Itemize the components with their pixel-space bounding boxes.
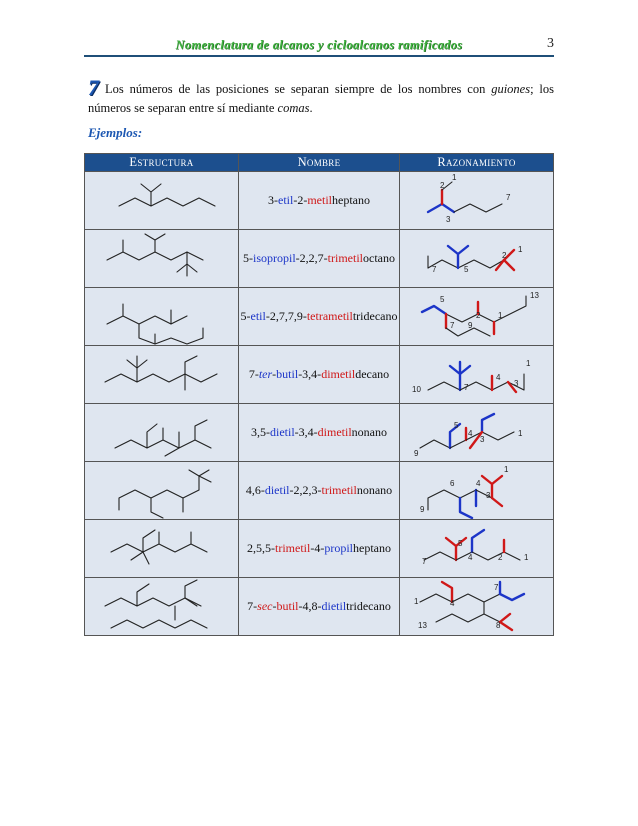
locant-number: 9 bbox=[420, 505, 425, 514]
structure-chain-line bbox=[139, 324, 203, 344]
reasoning-red-substituent bbox=[446, 538, 456, 560]
locant-number: 7 bbox=[422, 557, 427, 566]
name-cell bbox=[239, 288, 400, 346]
structure-chain-line bbox=[145, 234, 155, 252]
rule-text-a: Los números de las posiciones se separan siempre de los nombres con bbox=[105, 82, 492, 96]
locant-number: 4 bbox=[468, 429, 473, 438]
structure-cell bbox=[85, 404, 239, 462]
locant-number: 2 bbox=[440, 181, 445, 190]
running-header-title: Nomenclatura de alcanos y cicloalcanos ramificados bbox=[175, 38, 463, 52]
name-part: ter bbox=[258, 367, 273, 381]
reasoning-red-substituent bbox=[496, 260, 504, 270]
name-cell bbox=[239, 578, 400, 636]
reasoning-blue-substituent bbox=[448, 246, 458, 268]
name-part: -3,4- bbox=[298, 367, 322, 381]
structure-chain-line bbox=[115, 440, 211, 448]
structure-chain-line bbox=[151, 498, 163, 518]
structure-chain-line bbox=[107, 316, 187, 324]
reasoning-blue-substituent bbox=[460, 498, 472, 518]
structure-cell bbox=[85, 578, 239, 636]
reasoning-cell bbox=[400, 346, 554, 404]
reasoning-red-substituent bbox=[504, 260, 514, 270]
structure-cell bbox=[85, 462, 239, 520]
name-part: 5- bbox=[240, 309, 251, 323]
name-part: 7- bbox=[247, 599, 258, 613]
skeletal-structure bbox=[85, 346, 238, 403]
name-part: - bbox=[272, 599, 277, 613]
name-part: 3,5- bbox=[251, 425, 270, 439]
skeletal-structure bbox=[85, 578, 238, 635]
name-part: -2,7,7,9- bbox=[265, 309, 307, 323]
rule-text-c: . bbox=[309, 101, 313, 115]
reasoning-cell bbox=[400, 288, 554, 346]
locant-number: 7 bbox=[494, 583, 499, 592]
name-part: octano bbox=[363, 251, 395, 265]
structure-chain-line bbox=[105, 374, 217, 382]
reasoning-cell bbox=[400, 404, 554, 462]
reasoning-chain-line bbox=[428, 490, 476, 510]
reasoning-chain-line bbox=[472, 552, 520, 560]
reasoning-blue-substituent bbox=[458, 246, 468, 254]
reasoning-cell bbox=[400, 578, 554, 636]
reasoning-chain-line bbox=[420, 594, 452, 602]
name-part: -2,2,7- bbox=[295, 251, 328, 265]
locant-number: 1 bbox=[518, 429, 523, 438]
structure-chain-line bbox=[137, 360, 147, 368]
numbered-structure bbox=[400, 520, 553, 577]
name-part: butil bbox=[276, 599, 299, 613]
rule-em-b: comas bbox=[277, 101, 310, 115]
locant-number: 7 bbox=[432, 265, 437, 274]
name-part: heptano bbox=[332, 193, 370, 207]
rule-em-a: guiones bbox=[491, 82, 531, 96]
structure-chain-line bbox=[185, 580, 197, 598]
name-part: trimetil bbox=[321, 483, 357, 497]
locant-number: 8 bbox=[496, 621, 501, 630]
reasoning-chain-line bbox=[424, 552, 456, 560]
name-part: isopropil bbox=[253, 251, 296, 265]
structure-chain-line bbox=[107, 252, 203, 260]
skeletal-structure bbox=[85, 520, 238, 577]
name-part: etil bbox=[278, 193, 294, 207]
reasoning-chain-line bbox=[446, 296, 526, 322]
locant-number: 1 bbox=[414, 597, 419, 606]
structure-chain-line bbox=[111, 620, 207, 628]
name-cell bbox=[239, 172, 400, 230]
structure-cell bbox=[85, 520, 239, 578]
name-part: etil bbox=[250, 309, 266, 323]
reasoning-chain-line bbox=[450, 440, 466, 448]
name-part: -4- bbox=[310, 541, 325, 555]
locant-number: 1 bbox=[504, 465, 509, 474]
name-part: - bbox=[272, 367, 277, 381]
structure-chain-line bbox=[111, 544, 207, 552]
name-part: decano bbox=[355, 367, 390, 381]
structure-chain-line bbox=[127, 360, 137, 382]
locant-number: 7 bbox=[450, 321, 455, 330]
reasoning-cell bbox=[400, 520, 554, 578]
reasoning-blue-substituent bbox=[422, 306, 446, 314]
name-part: nonano bbox=[351, 425, 387, 439]
locant-number: 3 bbox=[446, 215, 451, 224]
structure-chain-line bbox=[147, 424, 157, 448]
numbered-structure bbox=[400, 346, 553, 403]
structure-cell bbox=[85, 172, 239, 230]
name-part: dimetil bbox=[321, 367, 356, 381]
table-row bbox=[85, 346, 554, 404]
name-part: tridecano bbox=[352, 309, 398, 323]
name-part: -4,8- bbox=[298, 599, 322, 613]
name-part: butil bbox=[276, 367, 299, 381]
name-cell bbox=[239, 346, 400, 404]
reasoning-chain-line bbox=[436, 614, 500, 622]
structure-chain-line bbox=[119, 490, 199, 510]
name-part: -3,4- bbox=[294, 425, 318, 439]
table-row bbox=[85, 462, 554, 520]
name-part: sec bbox=[257, 599, 273, 613]
reasoning-chain-line bbox=[428, 382, 460, 390]
name-part: trimetil bbox=[275, 541, 311, 555]
structure-chain-line bbox=[119, 198, 215, 206]
numbered-structure bbox=[400, 578, 553, 635]
reasoning-cell bbox=[400, 230, 554, 288]
locant-number: 6 bbox=[450, 479, 455, 488]
reasoning-chain-line bbox=[454, 204, 502, 212]
reasoning-blue-substituent bbox=[428, 204, 454, 212]
name-part: dietil bbox=[270, 425, 295, 439]
name-part: 4,6- bbox=[245, 483, 265, 497]
skeletal-structure bbox=[85, 230, 238, 287]
locant-number: 3 bbox=[486, 491, 491, 500]
header-rule bbox=[84, 55, 554, 57]
reasoning-blue-substituent bbox=[472, 530, 484, 552]
name-part: dietil bbox=[321, 599, 347, 613]
reasoning-cell bbox=[400, 172, 554, 230]
table-row bbox=[85, 230, 554, 288]
locant-number: 4 bbox=[468, 553, 473, 562]
reasoning-chain-line bbox=[466, 432, 514, 440]
name-part: dimetil bbox=[317, 425, 352, 439]
locant-number: 3 bbox=[514, 379, 519, 388]
locant-number: 5 bbox=[454, 421, 459, 430]
rule-number: 7 bbox=[88, 75, 99, 100]
name-part: tetrametil bbox=[306, 309, 353, 323]
structure-chain-line bbox=[199, 470, 209, 476]
numbered-structure bbox=[400, 288, 553, 345]
structure-chain-line bbox=[151, 184, 161, 192]
rule-text-b: ; los números se separan entre sí mediante bbox=[88, 82, 554, 115]
table-row bbox=[85, 578, 554, 636]
reasoning-red-substituent bbox=[500, 622, 512, 630]
name-part: 3- bbox=[268, 193, 278, 207]
locant-number: 7 bbox=[506, 193, 511, 202]
examples-heading: Ejemplos: bbox=[88, 125, 143, 140]
name-cell bbox=[239, 404, 400, 462]
locant-number: 2 bbox=[498, 553, 503, 562]
name-part: dietil bbox=[264, 483, 290, 497]
locant-number: 5 bbox=[464, 265, 469, 274]
examples-table bbox=[84, 153, 554, 636]
name-part: -2- bbox=[293, 193, 308, 207]
page-number: 3 bbox=[547, 36, 554, 51]
locant-number: 4 bbox=[496, 373, 501, 382]
numbered-structure bbox=[400, 172, 553, 229]
structure-chain-line bbox=[195, 420, 207, 440]
name-part: heptano bbox=[353, 541, 391, 555]
reasoning-blue-substituent bbox=[482, 414, 494, 432]
reasoning-red-substituent bbox=[492, 498, 502, 506]
reasoning-blue-substituent bbox=[500, 594, 524, 600]
name-part: tridecano bbox=[346, 599, 391, 613]
name-cell bbox=[239, 462, 400, 520]
locant-number: 5 bbox=[458, 539, 463, 548]
numbered-structure bbox=[400, 462, 553, 519]
col-header-name: Nombre bbox=[239, 154, 400, 172]
structure-cell bbox=[85, 346, 239, 404]
name-part: 2,5,5- bbox=[247, 541, 275, 555]
name-part: trimetil bbox=[327, 251, 363, 265]
locant-number: 4 bbox=[450, 599, 455, 608]
numbered-structure bbox=[400, 230, 553, 287]
structure-chain-line bbox=[141, 184, 151, 206]
name-part: -2,2,3- bbox=[289, 483, 322, 497]
table-header-row bbox=[85, 154, 554, 172]
name-part: nonano bbox=[356, 483, 393, 497]
col-header-structure: Estructura bbox=[85, 154, 239, 172]
col-header-reasoning: Razonamiento bbox=[400, 154, 554, 172]
reasoning-blue-substituent bbox=[460, 366, 470, 374]
locant-number: 9 bbox=[414, 449, 419, 458]
structure-cell bbox=[85, 288, 239, 346]
locant-number: 1 bbox=[498, 311, 503, 320]
skeletal-structure bbox=[85, 462, 238, 519]
locant-number: 7 bbox=[464, 383, 469, 392]
reasoning-blue-substituent bbox=[450, 366, 460, 390]
structure-chain-line bbox=[187, 264, 197, 272]
structure-chain-line bbox=[155, 234, 165, 240]
rule-paragraph bbox=[88, 75, 554, 118]
table-row bbox=[85, 520, 554, 578]
locant-number: 2 bbox=[476, 311, 481, 320]
structure-chain-line bbox=[165, 448, 179, 456]
structure-chain-line bbox=[189, 470, 199, 490]
numbered-structure bbox=[400, 404, 553, 461]
structure-chain-line bbox=[185, 598, 197, 606]
reasoning-red-substituent bbox=[500, 614, 510, 622]
table-row bbox=[85, 404, 554, 462]
structure-chain-line bbox=[143, 552, 149, 564]
structure-chain-line bbox=[185, 356, 197, 374]
locant-number: 3 bbox=[480, 435, 485, 444]
name-part: metil bbox=[307, 193, 332, 207]
locant-number: 1 bbox=[526, 359, 531, 368]
name-part: 7- bbox=[248, 367, 259, 381]
skeletal-structure bbox=[85, 288, 238, 345]
locant-number: 4 bbox=[476, 479, 481, 488]
skeletal-structure bbox=[85, 172, 238, 229]
name-part: propil bbox=[324, 541, 353, 555]
name-part: 5- bbox=[243, 251, 253, 265]
locant-number: 1 bbox=[518, 245, 523, 254]
structure-chain-line bbox=[131, 552, 143, 560]
table-row bbox=[85, 172, 554, 230]
reasoning-cell bbox=[400, 462, 554, 520]
structure-cell bbox=[85, 230, 239, 288]
locant-number: 9 bbox=[468, 321, 473, 330]
reasoning-chain-line bbox=[420, 440, 450, 448]
locant-number: 1 bbox=[524, 553, 529, 562]
skeletal-structure bbox=[85, 404, 238, 461]
locant-number: 5 bbox=[440, 295, 445, 304]
table-row bbox=[85, 288, 554, 346]
structure-chain-line bbox=[199, 476, 211, 482]
locant-number: 2 bbox=[502, 251, 507, 260]
name-cell bbox=[239, 520, 400, 578]
reasoning-chain-line bbox=[452, 594, 500, 602]
reasoning-red-substituent bbox=[492, 476, 502, 484]
locant-number: 10 bbox=[412, 385, 421, 394]
name-cell bbox=[239, 230, 400, 288]
locant-number: 13 bbox=[418, 621, 427, 630]
locant-number: 13 bbox=[530, 291, 539, 300]
locant-number: 1 bbox=[452, 173, 457, 182]
